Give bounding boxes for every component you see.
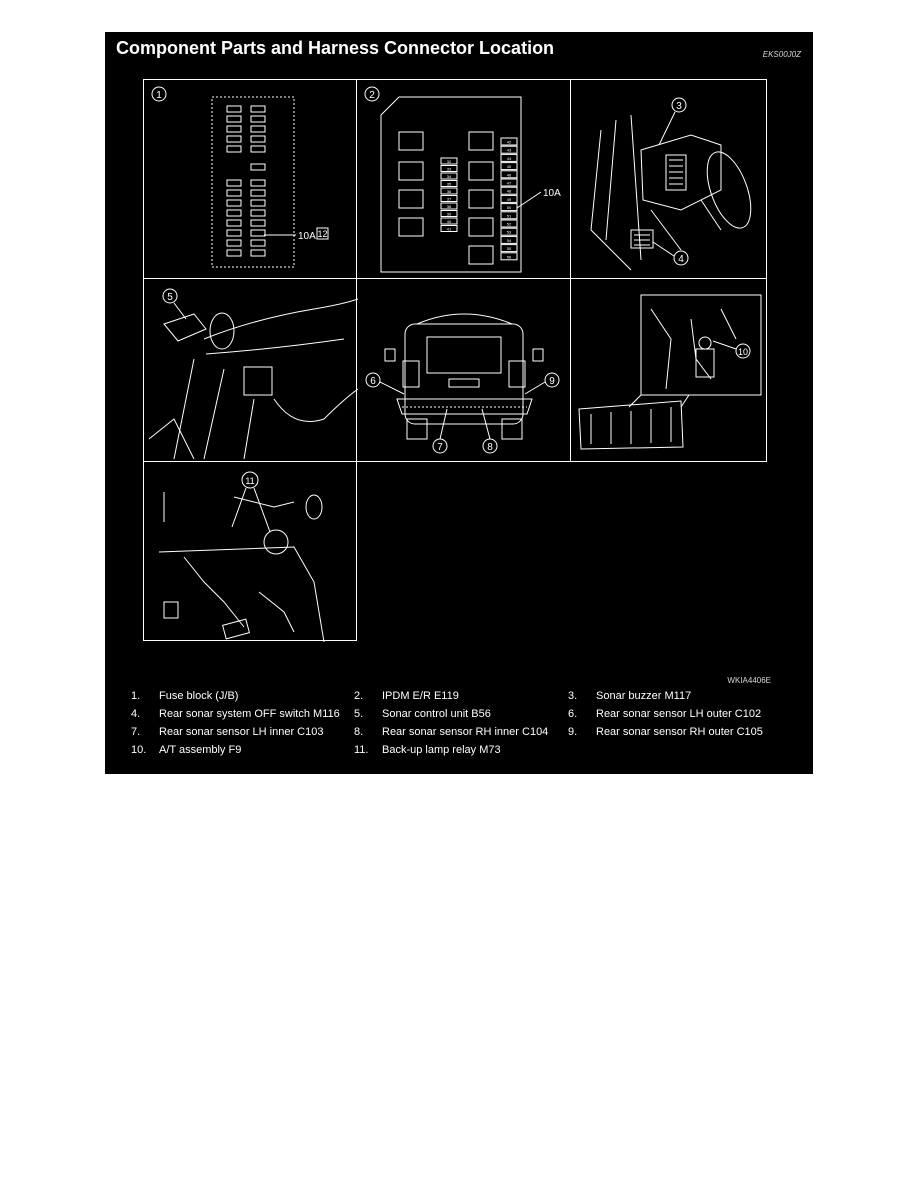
fuse-slot xyxy=(251,190,265,196)
fuse-slot xyxy=(227,106,241,112)
legend-number: 5. xyxy=(354,708,364,720)
legend-number: 1. xyxy=(131,690,141,702)
fuse-number: 54 xyxy=(506,237,512,243)
fuse-slot xyxy=(227,210,241,216)
legend-number: 2. xyxy=(354,690,364,702)
relay-drawing xyxy=(144,462,358,642)
legend-text: Rear sonar system OFF switch M116 xyxy=(159,708,340,720)
fuse-number: 43 xyxy=(506,147,512,153)
fuse-slot xyxy=(251,146,265,152)
fuse-slot xyxy=(251,106,265,112)
fuse-slot xyxy=(227,240,241,246)
fuse-slot xyxy=(251,126,265,132)
legend-number: 10. xyxy=(131,744,147,756)
fuse-label: 10A xyxy=(298,231,316,242)
fuse-number: 34 xyxy=(446,174,452,179)
relay xyxy=(469,190,493,208)
callout-7: 7 xyxy=(437,442,443,453)
fuse-slot xyxy=(251,220,265,226)
fuse-slot xyxy=(251,240,265,246)
fuse-slot xyxy=(251,164,265,170)
legend-number: 4. xyxy=(131,708,141,720)
legend-text: Fuse block (J/B) xyxy=(159,690,239,702)
fuse-number: 39 xyxy=(446,211,452,217)
relay xyxy=(399,218,423,236)
fuse-number: 47 xyxy=(506,180,512,186)
fuse-number: 44 xyxy=(506,155,512,161)
legend-text: Rear sonar sensor LH inner C103 xyxy=(159,726,324,738)
callout-1: 1 xyxy=(156,90,162,101)
fuse-slot xyxy=(227,200,241,206)
legend-number: 3. xyxy=(568,690,578,702)
fuse-slot xyxy=(251,200,265,206)
callout-6: 6 xyxy=(370,376,376,387)
fuse-slot xyxy=(251,250,265,256)
legend-text: IPDM E/R E119 xyxy=(382,690,459,702)
legend-text: Back-up lamp relay M73 xyxy=(382,744,501,756)
fuse-number: 52 xyxy=(506,221,512,227)
cell-rear-sensors xyxy=(356,278,571,462)
fuse-number: 56 xyxy=(506,254,512,260)
callout-2: 2 xyxy=(369,90,375,101)
fuse-number: 41 xyxy=(446,226,452,232)
legend-text: Rear sonar sensor RH outer C105 xyxy=(596,726,763,738)
fuse-number: 36 xyxy=(446,189,452,194)
fuse-number: 46 xyxy=(506,172,512,178)
fuse-number: 48 xyxy=(506,188,512,194)
fuse-slot xyxy=(227,180,241,186)
legend-text: Rear sonar sensor RH inner C104 xyxy=(382,726,549,738)
relay xyxy=(399,132,423,150)
fuse-slots xyxy=(227,106,265,256)
callout-9: 9 xyxy=(549,376,555,387)
fuse-slot xyxy=(251,136,265,142)
figure-panel xyxy=(105,32,813,774)
fuse-slot xyxy=(227,136,241,142)
fuse-slot xyxy=(227,220,241,226)
cell-sonar-buzzer xyxy=(570,79,767,279)
reference-code: EKS00J0Z xyxy=(762,50,801,59)
cell-sonar-control-unit xyxy=(143,278,357,462)
fuse-number: 50 xyxy=(506,205,512,211)
cell-at-assembly xyxy=(570,278,767,462)
fuse-number: 33 xyxy=(446,166,452,172)
fuse-slot xyxy=(227,190,241,196)
legend-text: Rear sonar sensor LH outer C102 xyxy=(596,708,762,720)
fuse-number: 55 xyxy=(506,246,512,252)
callout-8: 8 xyxy=(487,442,493,453)
figure-code: WKIA4406E xyxy=(727,676,771,685)
legend-number: 7. xyxy=(131,726,141,738)
relay xyxy=(469,162,493,180)
control-unit-drawing xyxy=(144,279,358,463)
fuse-number: 32 xyxy=(446,159,452,164)
fuse-slot xyxy=(251,230,265,236)
legend-number: 6. xyxy=(568,708,578,720)
fuse-number: 35 xyxy=(446,181,452,187)
fuse-slot xyxy=(251,180,265,186)
page-title: Component Parts and Harness Connector Location xyxy=(116,38,555,58)
fuse-number: 53 xyxy=(506,229,512,235)
callout-11: 11 xyxy=(245,476,255,486)
cell-ipdm xyxy=(356,79,571,279)
ipdm-relays xyxy=(399,132,517,264)
relay xyxy=(469,218,493,236)
legend-number: 9. xyxy=(568,726,578,738)
cell-backup-lamp-relay xyxy=(143,461,357,641)
fuse-slot-number: 12 xyxy=(317,229,328,239)
fuse-number: 42 xyxy=(506,139,512,145)
fuse-number: 37 xyxy=(446,196,452,202)
fuse-slot xyxy=(251,210,265,216)
relay xyxy=(399,162,423,180)
callout-5: 5 xyxy=(167,292,173,303)
relay xyxy=(399,190,423,208)
fuse-slot xyxy=(227,146,241,152)
fuse-block-drawing xyxy=(144,80,358,280)
vehicle-rear-drawing xyxy=(357,279,572,463)
cell-fuse-block xyxy=(143,79,357,279)
callout-10: 10 xyxy=(737,347,749,357)
fuse-number: 38 xyxy=(446,204,452,209)
fuse-number: 51 xyxy=(506,213,512,219)
legend-number: 11. xyxy=(354,744,369,756)
legend-text: A/T assembly F9 xyxy=(159,744,242,756)
ipdm-drawing xyxy=(357,80,572,280)
fuse-slot xyxy=(227,116,241,122)
fuse-number: 49 xyxy=(506,196,512,202)
fuse-slot xyxy=(227,250,241,256)
fuse-slot xyxy=(227,230,241,236)
fuse-slot xyxy=(227,126,241,132)
transmission-drawing xyxy=(571,279,768,463)
legend-text: Sonar control unit B56 xyxy=(382,708,491,720)
legend-text: Sonar buzzer M117 xyxy=(596,690,692,702)
fuse-number: 40 xyxy=(446,219,452,224)
callout-4: 4 xyxy=(678,254,684,265)
callout-3: 3 xyxy=(676,101,682,112)
fuse-number: 45 xyxy=(506,164,512,170)
steering-area-drawing xyxy=(571,80,768,280)
relay xyxy=(469,246,493,264)
relay xyxy=(469,132,493,150)
legend-number: 8. xyxy=(354,726,364,738)
fuse-slot xyxy=(251,116,265,122)
ipdm-fuse-label: 10A xyxy=(543,188,561,199)
